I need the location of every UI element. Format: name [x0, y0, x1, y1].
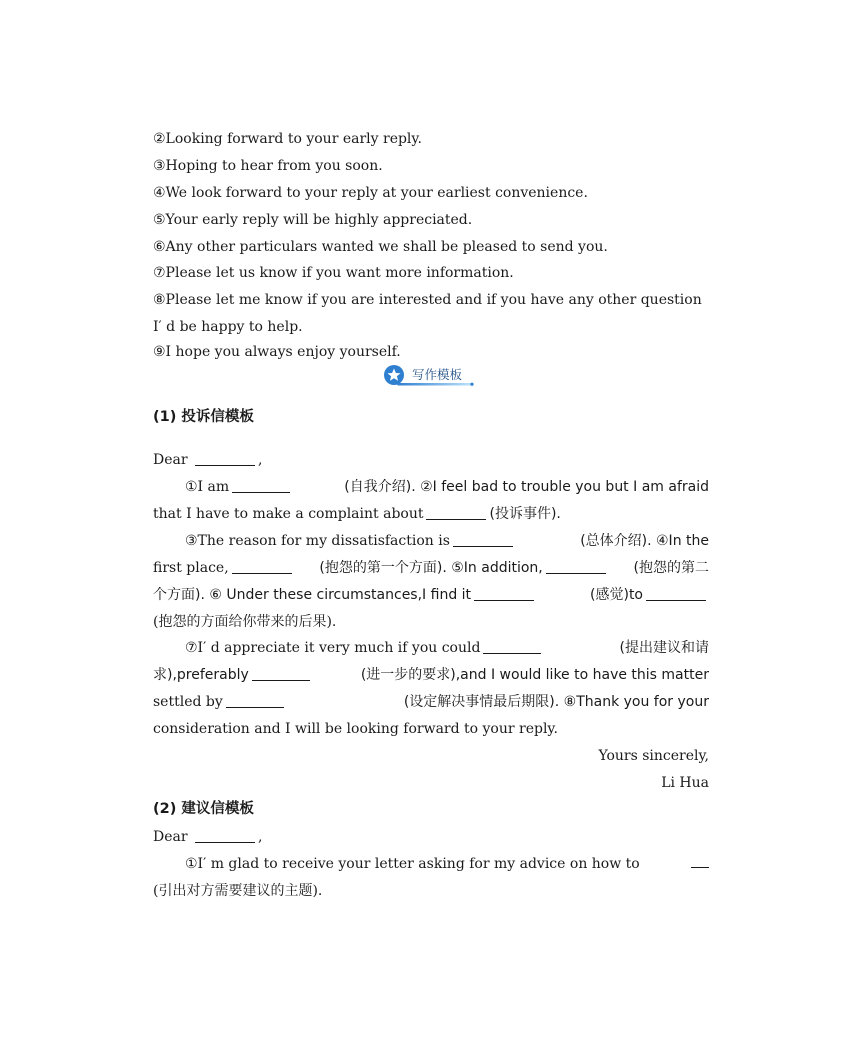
text-segment: first place,	[153, 557, 295, 579]
text-segment: (提出建议和请	[619, 640, 709, 656]
text-segment: ③The reason for my dissatisfaction is	[185, 530, 516, 552]
text-segment: (抱怨的第一个方面). ⑤In addition,	[319, 557, 608, 579]
text-segment: (感觉)to	[590, 584, 709, 606]
complaint-line-5	[153, 584, 709, 606]
fill-blank	[195, 451, 255, 466]
text-segment: 求),preferably	[153, 664, 313, 686]
advice-line-1	[153, 853, 709, 875]
complaint-line-10: consideration and I will be looking forward to your reply.	[153, 721, 558, 737]
complaint-signature: Li Hua	[661, 775, 709, 791]
fill-blank	[232, 478, 290, 493]
complaint-template-heading: (1) 投诉信模板	[153, 409, 254, 425]
complaint-line-6: (抱怨的方面给你带来的后果).	[153, 614, 337, 630]
fill-blank	[252, 666, 310, 681]
fill-blank	[195, 828, 255, 843]
fill-blank	[691, 853, 709, 868]
closing-sentence-4: ④We look forward to your reply at your earliest convenience.	[153, 185, 588, 201]
closing-sentence-9: ⑨I hope you always enjoy yourself.	[153, 344, 401, 360]
fill-blank	[232, 559, 292, 574]
complaint-signoff: Yours sincerely,	[598, 748, 709, 764]
complaint-line-2: that I have to make a complaint about (投诉事件).	[153, 506, 561, 522]
text-segment: ⑦I′ d appreciate it very much if you could	[185, 637, 544, 659]
fill-blank	[426, 505, 486, 520]
closing-sentence-6: ⑥Any other particulars wanted we shall be pleased to send you.	[153, 239, 608, 255]
complaint-line-8	[153, 664, 709, 686]
text-segment: ①I am	[185, 476, 293, 498]
text-segment: (设定解决事情最后期限). ⑧Thank you for your	[403, 694, 709, 710]
fill-blank	[226, 693, 284, 708]
closing-sentence-8: ⑧Please let me know if you are interested and if you have any other question	[153, 292, 702, 308]
fill-blank	[483, 639, 541, 654]
complaint-line-7	[153, 637, 709, 659]
advice-template-heading: (2) 建议信模板	[153, 801, 254, 817]
closing-sentence-5: ⑤Your early reply will be highly appreciated.	[153, 212, 473, 228]
complaint-line-1	[153, 476, 709, 498]
closing-sentence-2: ②Looking forward to your early reply.	[153, 131, 422, 147]
complaint-line-9	[153, 691, 709, 713]
advice-salutation	[153, 826, 709, 848]
fill-blank	[646, 586, 706, 601]
text-segment: (自我介绍). ②I feel bad to trouble you but I am afraid	[344, 479, 709, 495]
closing-sentence-7: ⑦Please let us know if you want more information.	[153, 265, 514, 281]
salutation-dear: Dear	[153, 829, 188, 845]
salutation-dear: Dear	[153, 452, 188, 468]
section-banner-title: 写作模板	[412, 367, 463, 382]
advice-line-2: (引出对方需要建议的主题).	[153, 883, 323, 899]
salutation-comma: ,	[258, 452, 263, 468]
text-segment: ①I′ m glad to receive your letter asking for my advice on how to	[185, 856, 640, 872]
closing-sentence-3: ③Hoping to hear from you soon.	[153, 158, 383, 174]
closing-sentence-8-continued: I′ d be happy to help.	[153, 319, 303, 335]
text-segment: settled by	[153, 691, 287, 713]
fill-blank	[453, 532, 513, 547]
text-segment: 个方面). ⑥ Under these circumstances,I find it	[153, 584, 537, 606]
complaint-line-3	[153, 530, 709, 552]
fill-blank	[474, 586, 534, 601]
text-segment: (进一步的要求),and I would like to have this matter	[360, 667, 709, 683]
complaint-salutation	[153, 449, 709, 471]
text-segment: (总体介绍). ④In the	[580, 533, 709, 549]
text-segment: (抱怨的第二	[633, 560, 709, 576]
fill-blank	[546, 559, 606, 574]
salutation-comma: ,	[258, 829, 263, 845]
complaint-line-4	[153, 557, 709, 579]
